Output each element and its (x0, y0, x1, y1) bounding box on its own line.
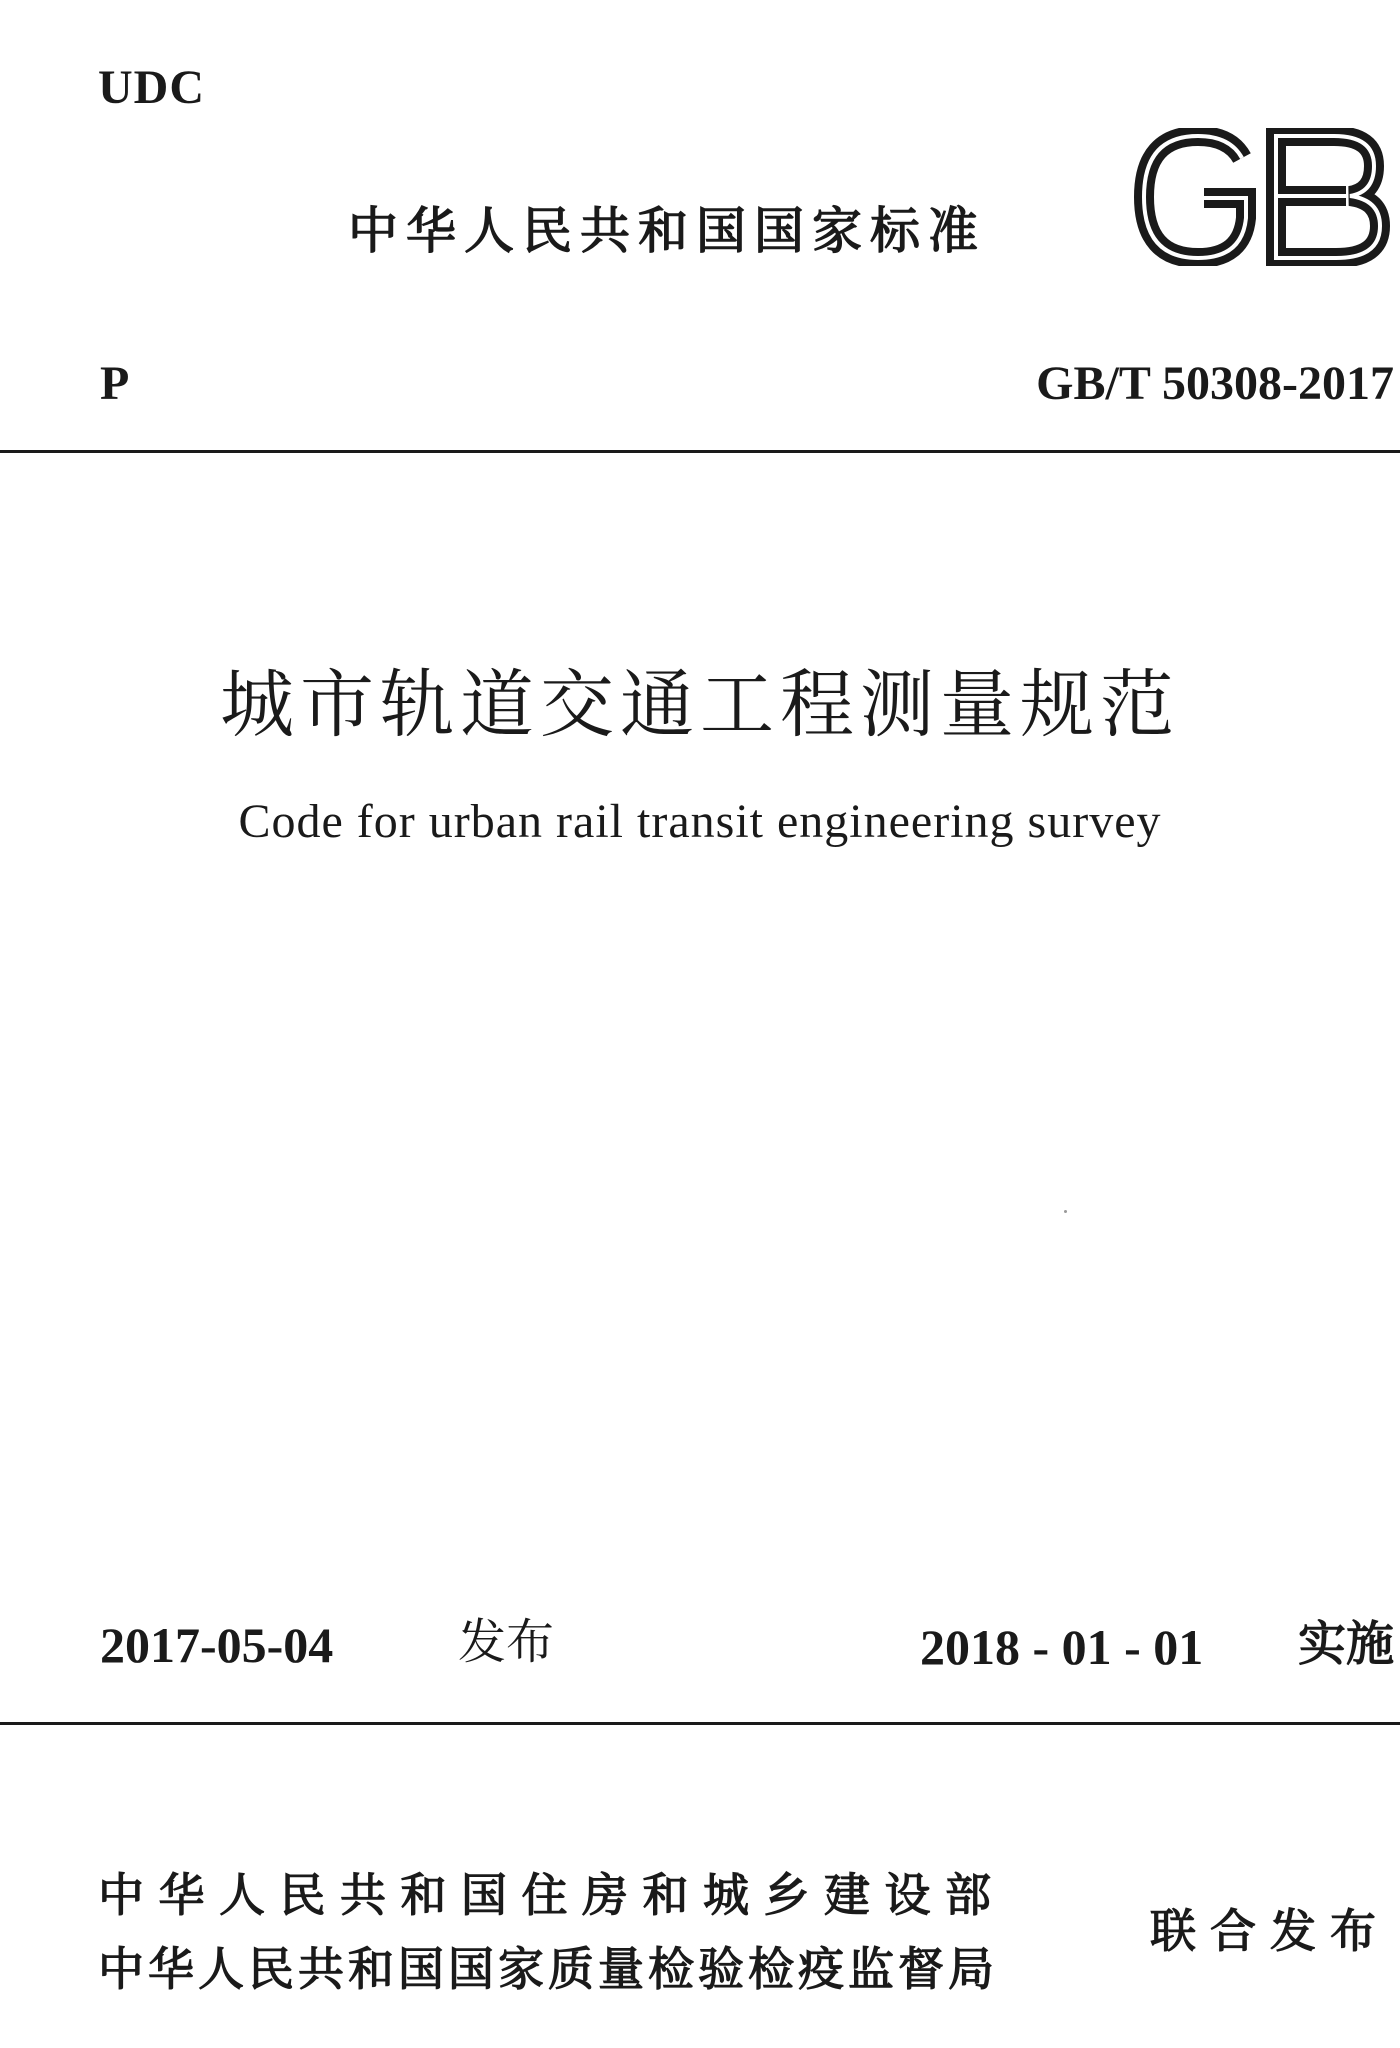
implementation-date: 2018 - 01 - 01 (920, 1619, 1204, 1675)
standard-organization: 中华人民共和国国家标准 (348, 202, 986, 260)
title-english: Code for urban rail transit engineering survey (238, 795, 1162, 848)
gb-logo (1130, 128, 1392, 266)
joint-publication-label: 联合发布 (1150, 1904, 1390, 1958)
publisher-line-1: 中华人民共和国住房和城乡建设部 (98, 1868, 1006, 1922)
publisher-line-2: 中华人民共和国国家质量检验检疫监督局 (98, 1942, 998, 1996)
standard-number: GB/T 50308-2017 (1036, 357, 1394, 410)
title-chinese: 城市轨道交通工程测量规范 (220, 662, 1180, 748)
implementation-label: 实施 (1297, 1616, 1394, 1672)
gb-logo-g (1144, 136, 1246, 258)
bottom-divider (0, 1722, 1400, 1725)
udc-label: UDC (98, 61, 205, 114)
issue-date: 2017-05-04 (100, 1617, 334, 1673)
top-divider (0, 450, 1400, 453)
classification-code: P (100, 357, 130, 410)
gb-logo-b (1276, 136, 1380, 258)
issue-label: 发布 (458, 1614, 555, 1670)
print-speck (1064, 1210, 1067, 1213)
